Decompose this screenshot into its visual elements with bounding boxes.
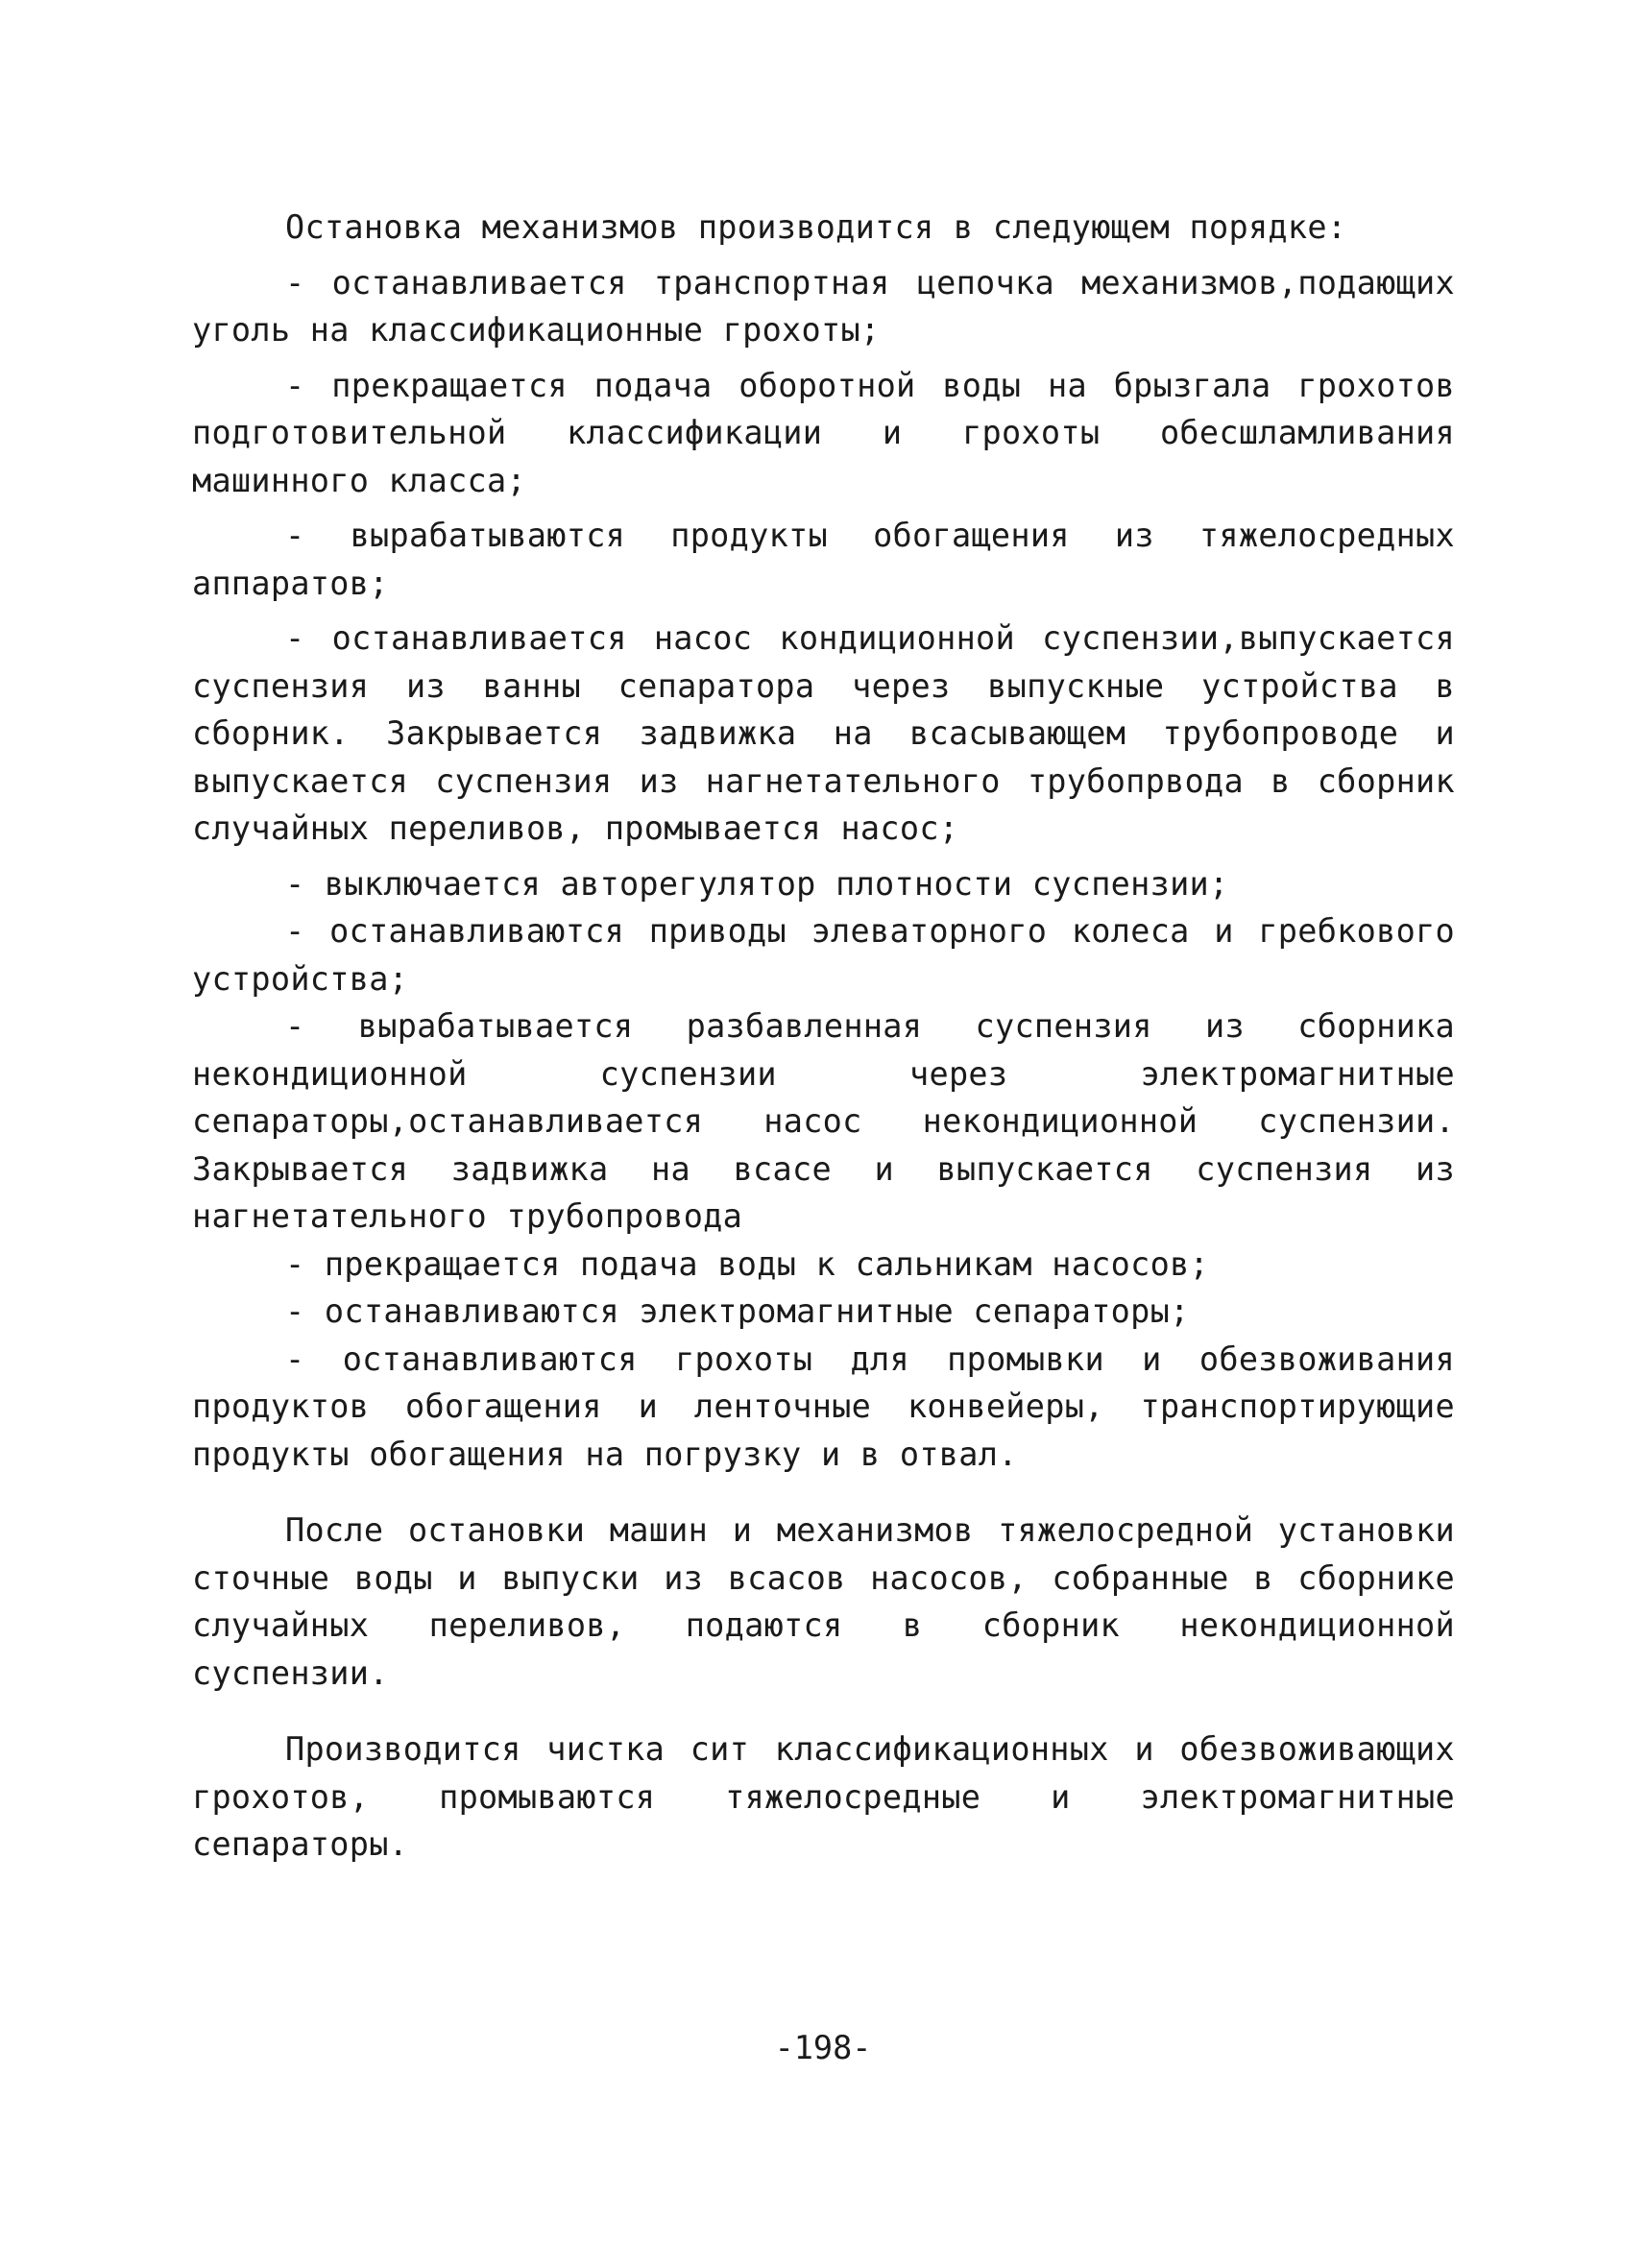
- paragraph-item-magnetic-separators: - останавливаются электромагнитные сепараторы;: [285, 1292, 1190, 1330]
- paragraph-item-transport-chain: - останавливается транспортная цепочка механизмов,подающих уголь на классификационные грохоты;: [192, 263, 1455, 349]
- paragraph-item-diluted-suspension: - вырабатывается разбавленная суспензия из сборника некондиционной суспензии через электромагнитные сепараторы,останавливается насос некондиционной суспензии. Закрывается задвижка на всасе и выпускается суспензия из нагнетательного трубопровода: [192, 1007, 1455, 1235]
- paragraph-item-pump: - останавливается насос кондиционной суспензии,выпускается суспензия из ванны сепаратора через выпускные устройства в сборник. Закрывается задвижка на всасывающем трубопроводе и выпускается суспензия из нагнетательного трубопрвода в сборник случайных переливов, промывается насос;: [192, 619, 1455, 847]
- paragraph-item-autoregulator: - выключается авторегулятор плотности суспензии;: [285, 864, 1229, 903]
- paragraph-cleaning: Производится чистка сит классификационных и обезвоживающих грохотов, промываются тяжелосредные и электромагнитные сепараторы.: [192, 1730, 1455, 1863]
- paragraph-item-screens-conveyors: - останавливаются грохоты для промывки и обезвоживания продуктов обогащения и ленточные конвейеры, транспортирующие продукты обогащения на погрузку и в отвал.: [192, 1339, 1455, 1473]
- paragraph-item-water-supply: - прекращается подача оборотной воды на брызгала грохотов подготовительной классификации и грохоты обесшламливания машинного класса;: [192, 366, 1455, 499]
- body-text: [192, 204, 1455, 1869]
- paragraph-item-drives: - останавливаются приводы элеваторного колеса и гребкового устройства;: [192, 912, 1455, 998]
- paragraph-intro: Остановка механизмов производится в следующем порядке:: [285, 208, 1347, 246]
- page-number: -198-: [774, 2029, 872, 2066]
- paragraph-item-products: - вырабатываются продукты обогащения из тяжелосредных аппаратов;: [192, 517, 1455, 602]
- paragraph-after-stop: После остановки машин и механизмов тяжелосредной установки сточные воды и выпуски из всасов насосов, собранные в сборнике случайных переливов, подаются в сборник некондиционной суспензии.: [192, 1511, 1455, 1692]
- paragraph-item-seal-water: - прекращается подача воды к сальникам насосов;: [285, 1244, 1210, 1283]
